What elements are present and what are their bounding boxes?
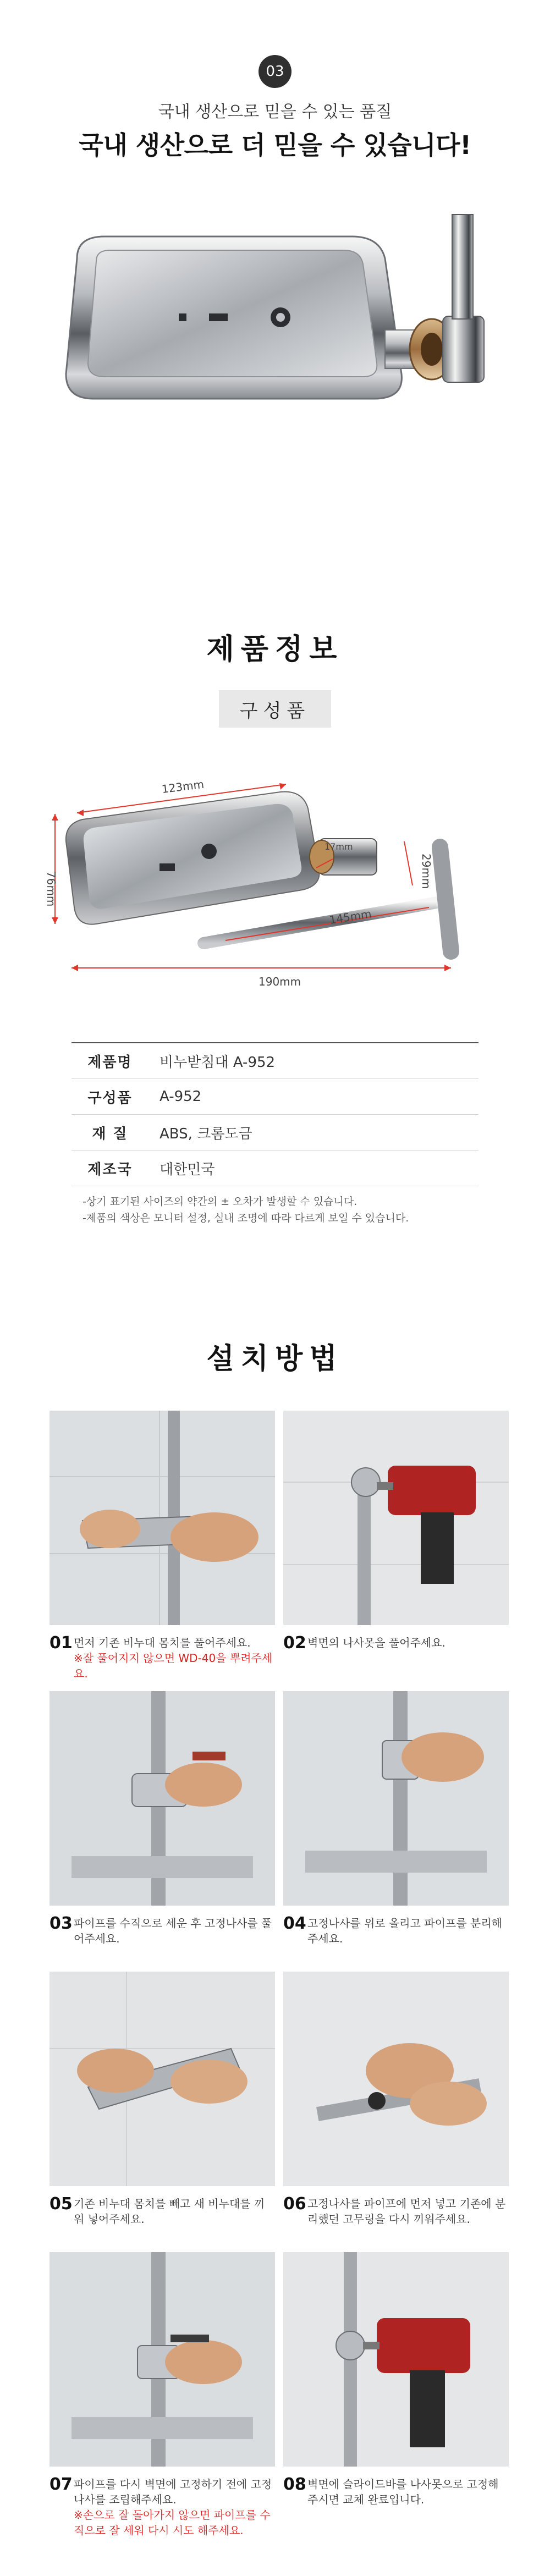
install-step — [50, 1972, 275, 2227]
dimension-diagram — [44, 759, 517, 1017]
product-hero-image — [44, 209, 517, 517]
note-line: -상기 표기된 사이즈의 약간의 ± 오차가 발생할 수 있습니다. — [82, 1196, 358, 1208]
dim-total-length: 190mm — [258, 975, 301, 988]
spec-key: 구성품 — [87, 1089, 133, 1107]
step-number: 01 — [50, 1633, 73, 1653]
install-step — [283, 2252, 509, 2507]
intro-title: 국내 생산으로 더 믿을 수 있습니다! — [79, 130, 471, 160]
dim-height-right: 29mm — [420, 854, 433, 889]
step-number: 04 — [283, 1914, 306, 1933]
spec-row — [72, 1042, 479, 1079]
step-number: 06 — [283, 2194, 306, 2214]
install-step — [50, 2252, 275, 2538]
step-number: 02 — [283, 1633, 306, 1653]
install-step — [283, 1972, 509, 2227]
install-step — [50, 1411, 275, 1681]
spec-value: ABS, 크롬도금 — [160, 1125, 252, 1142]
note-line: -제품의 색상은 모니터 설정, 실내 조명에 따라 다르게 보일 수 있습니다. — [82, 1212, 409, 1224]
spec-key: 재 질 — [92, 1125, 128, 1142]
composition-label: 구성품 — [219, 690, 331, 728]
step-warning: ※손으로 잘 돌아가지 않으면 파이프를 수직으로 잘 세워 다시 시도 해주세요. — [74, 2508, 271, 2537]
step-text: 기존 비누대 몸치를 빼고 새 비누대를 끼워 넣어주세요. — [74, 2197, 265, 2226]
step-warning: ※잘 풀어지지 않으면 WD-40을 뿌려주세요. — [74, 1652, 273, 1680]
step-photo — [283, 2252, 509, 2467]
install-title: 설치방법 — [206, 1342, 344, 1375]
install-step — [283, 1691, 509, 1946]
step-text: 먼저 기존 비누대 몸치를 풀어주세요. — [74, 1636, 251, 1649]
step-number: 03 — [50, 1914, 73, 1933]
install-step — [50, 1691, 275, 1946]
step-photo — [50, 1691, 275, 1906]
step-text: 벽면의 나사못을 풀어주세요. — [307, 1636, 446, 1649]
spec-key: 제품명 — [87, 1054, 133, 1071]
step-text: 고정나사를 파이프에 먼저 넣고 기존에 분리했던 고무링을 다시 끼워주세요. — [307, 2197, 506, 2226]
step-photo — [283, 1411, 509, 1625]
dim-pipe-length: 145mm — [328, 907, 372, 927]
intro-subtitle: 국내 생산으로 믿을 수 있는 품질 — [158, 102, 392, 122]
product-info-title: 제품정보 — [206, 633, 344, 666]
step-photo — [50, 1972, 275, 2186]
dim-height-left: 76mm — [45, 871, 58, 907]
dim-width-top: 123mm — [161, 777, 205, 796]
section-number-badge: 03 — [258, 55, 292, 88]
spec-row — [72, 1079, 479, 1115]
step-photo — [50, 2252, 275, 2467]
spec-row — [72, 1115, 479, 1151]
step-number: 05 — [50, 2194, 73, 2214]
step-photo — [283, 1691, 509, 1906]
step-number: 08 — [283, 2475, 306, 2494]
notes — [82, 1193, 501, 1226]
step-text: 고정나사를 위로 올리고 파이프를 분리해주세요. — [307, 1917, 502, 1945]
step-photo — [283, 1972, 509, 2186]
spec-row — [72, 1151, 479, 1186]
spec-table — [72, 1042, 479, 1186]
spec-value: A-952 — [160, 1088, 202, 1105]
step-text: 벽면에 슬라이드바를 나사못으로 고정해 주시면 교체 완료입니다. — [307, 2478, 499, 2506]
spec-key: 제조국 — [87, 1161, 133, 1178]
step-text: 파이프를 다시 벽면에 고정하기 전에 고정나사를 조립해주세요. — [74, 2478, 272, 2506]
step-number: 07 — [50, 2475, 73, 2494]
dim-small: 17mm — [324, 841, 353, 852]
install-step — [283, 1411, 509, 1652]
step-text: 파이프를 수직으로 세운 후 고정나사를 풀어주세요. — [74, 1917, 272, 1945]
spec-value: 비누받침대 A-952 — [160, 1054, 276, 1071]
step-photo — [50, 1411, 275, 1625]
spec-value: 대한민국 — [160, 1161, 215, 1178]
